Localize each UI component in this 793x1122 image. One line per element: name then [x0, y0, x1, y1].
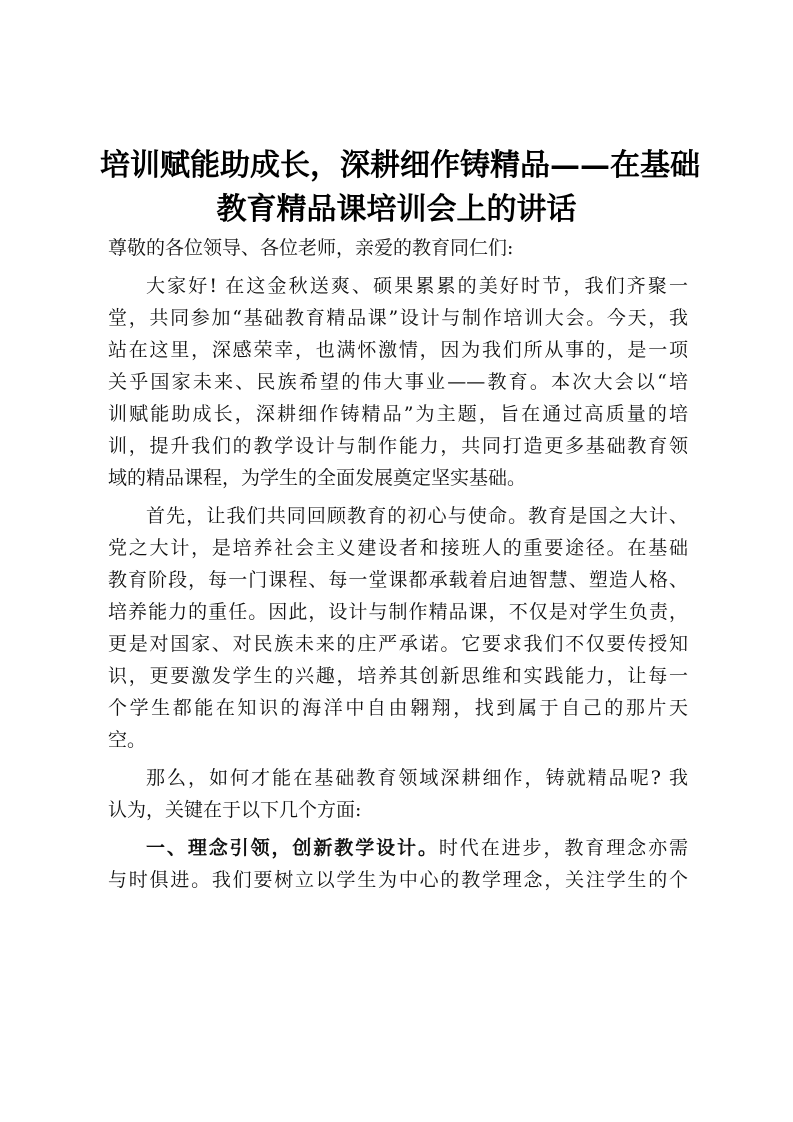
text-line: 训，提升我们的教学设计与制作能力，共同打造更多基础教育领: [108, 435, 688, 457]
paragraph-1: [108, 270, 688, 494]
text-line: 空。: [108, 729, 147, 751]
salutation: 尊敬的各位领导、各位老师，亲爱的教育同仁们:: [108, 237, 514, 259]
text-line: 认为，关键在于以下几个方面:: [108, 799, 362, 821]
text-line: 域的精品课程，为学生的全面发展奠定坚实基础。: [108, 467, 527, 489]
section-heading: 一、理念引领，创新教学设计。: [146, 837, 439, 859]
text-line: 关乎国家未来、民族希望的伟大事业——教育。本次大会以“培: [108, 371, 688, 393]
text-run: 时代在进步，教育理念亦需: [438, 837, 688, 859]
text-line: 教育阶段，每一门课程、每一堂课都承载着启迪智慧、塑造人格、: [108, 569, 688, 591]
speech-body: [108, 232, 688, 896]
paragraph-2: [108, 500, 688, 756]
text-line: 训赋能助成长，深耕细作铸精品”为主题，旨在通过高质量的培: [108, 403, 688, 425]
paragraph-4: [108, 832, 688, 896]
text-line: 与时俱进。我们要树立以学生为中心的教学理念，关注学生的个: [108, 869, 688, 891]
text-line: 站在这里，深感荣幸，也满怀激情，因为我们所从事的，是一项: [108, 339, 688, 361]
text-line: 更是对国家、对民族未来的庄严承诺。它要求我们不仅要传授知: [108, 633, 688, 655]
text-line: 党之大计，是培养社会主义建设者和接班人的重要途径。在基础: [108, 537, 688, 559]
text-line: 堂，共同参加“基础教育精品课”设计与制作培训大会。今天，我: [108, 307, 688, 329]
title-line-2: 教育精品课培训会上的讲话: [216, 192, 577, 227]
text-line: 个学生都能在知识的海洋中自由翱翔，找到属于自己的那片天: [108, 697, 688, 719]
text-line: 识，更要激发学生的兴趣，培养其创新思维和实践能力，让每一: [108, 665, 688, 687]
text-line: [108, 832, 688, 864]
text-line: 大家好! 在这金秋送爽、硕果累累的美好时节，我们齐聚一: [146, 275, 688, 297]
paragraph-3: [108, 762, 688, 826]
speech-title: [100, 144, 700, 232]
text-line: 那么，如何才能在基础教育领域深耕细作，铸就精品呢? 我: [146, 767, 688, 789]
text-line: 首先，让我们共同回顾教育的初心与使命。教育是国之大计、: [146, 505, 688, 527]
title-line-1: 培训赋能助成长，深耕细作铸精品——在基础: [100, 148, 700, 183]
text-line: 培养能力的重任。因此，设计与制作精品课，不仅是对学生负责，: [108, 601, 688, 623]
